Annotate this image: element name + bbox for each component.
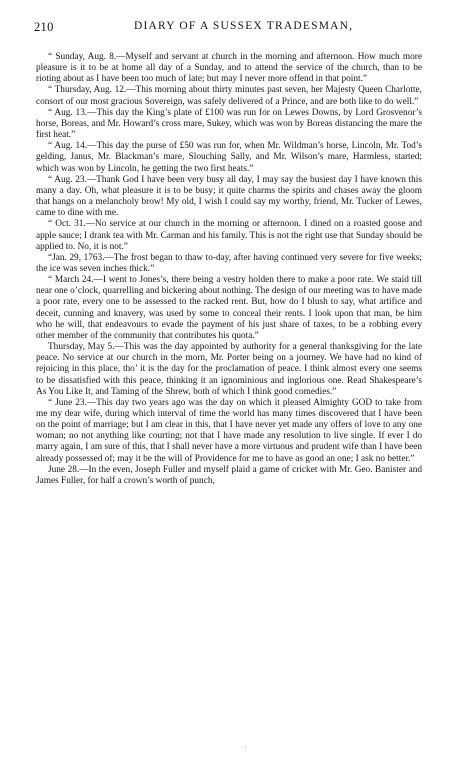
footer-mark: ’ <box>244 745 247 753</box>
entry-paragraph: “ Thursday, Aug. 12.—This morning about thirty minutes past seven, her Majesty Queen Charlotte, consort of our most gracious Sovereign, was safely delivered of a Prince, and are both like to do well.” <box>36 85 422 107</box>
page-body <box>36 52 422 487</box>
entry-paragraph: “ Aug. 14.—This day the purse of £50 was run for, when Mr. Wildman’s horse, Lincoln, Mr. Tod’s gelding, Janus, Mr. Blackman’s mare, Slouching Sally, and Mr. Wilson’s mare, Harmless, started; which was won by Lincoln, he getting the two first heats.” <box>36 141 422 174</box>
entry-paragraph: “ Aug. 23.—Thank God I have been very busy all day, I may say the busiest day I have known this many a day. Oh, what pleasure it is to be busy; it quite charms the spirits and chases away the gloom that hangs on a melancholy brow! My old, I wish I could say my worthy, friend, Mr. Tucker of Lewes, came to dine with me. <box>36 174 422 219</box>
entry-paragraph: “ June 23.—This day two years ago was the day on which it pleased Almighty GOD to take from me my dear wife, during which interval of time the world has many times discovered that I have been on the point of marriage; but I am clear in this, that I have never yet made any offers of love to any one woman; no not anything like courting; not that I have made any resolution to live single. If ever I do marry again, I am sure of this, that I shall never have a more virtuous and prudent wife than I have been already possessed of; may it be the will of Providence for me to have as good an one; I ask no better.” <box>36 397 422 464</box>
entry-paragraph: “Jan. 29, 1763.—The frost began to thaw to-day, after having continued very severe for five weeks; the ice was seven inches thick.” <box>36 252 422 274</box>
entry-paragraph: “ Sunday, Aug. 8.—Myself and servant at church in the morning and afternoon. How much more pleasure is it to be at home all day of a Sunday, and to attend the service of the church, than to be rioting about as I have been too much of late; but may I never more offend in that point.” <box>36 52 422 85</box>
page-number: 210 <box>34 20 54 34</box>
entry-paragraph: “ Oct. 31.—No service at our church in the morning or afternoon. I dined on a roasted goose and apple sauce; I drank tea with Mr. Carman and his family. This is not the right use that Sunday should be applied to. No, it is not.” <box>36 219 422 252</box>
entry-paragraph: Thursday, May 5.—This was the day appointed by authority for a general thanksgiving for the late peace. No service at our church in the morn, Mr. Porter being on a journey. We have had no kind of rejoicing in this place, tho’ it is the day for the proclamation of peace. I think almost every one seems to be dissatisfied with this peace, thinking it an ignominious and inglorious one. Read Shakespeare’s As You Like It, and Taming of the Shrew, both of which I think good comedies.” <box>36 342 422 397</box>
running-header <box>34 20 416 36</box>
running-title: DIARY OF A SUSSEX TRADESMAN, <box>134 20 354 32</box>
entry-paragraph: “ March 24.—I went to Jones’s, there being a vestry holden there to make a poor rate. We staid till near one o’clock, quarrelling and bickering about nothing. The design of our meeting was to have made a poor rate, every one to be assessed to the racked rent. But, how do I blush to say, what artifice and deceit, cunning and knavery, was used by some to conceal their rents. I look upon that man, be him who he will, that endeavours to evade the payment of his just share of taxes, to be a robbing every other member of the community that contributes his quota.” <box>36 275 422 341</box>
entry-paragraph: “ Aug. 13.—This day the King’s plate of £100 was run for on Lewes Downs, by Lord Grosvenor’s horse, Boreas, and Mr. Howard’s cross mare, Sukey, which was won by Boreas distancing the mare the first heat.” <box>36 107 422 141</box>
entry-paragraph: June 28.—In the even, Joseph Fuller and myself plaid a game of cricket with Mr. Geo. Banister and James Fuller, for half a crown’s worth of punch, <box>36 464 422 486</box>
